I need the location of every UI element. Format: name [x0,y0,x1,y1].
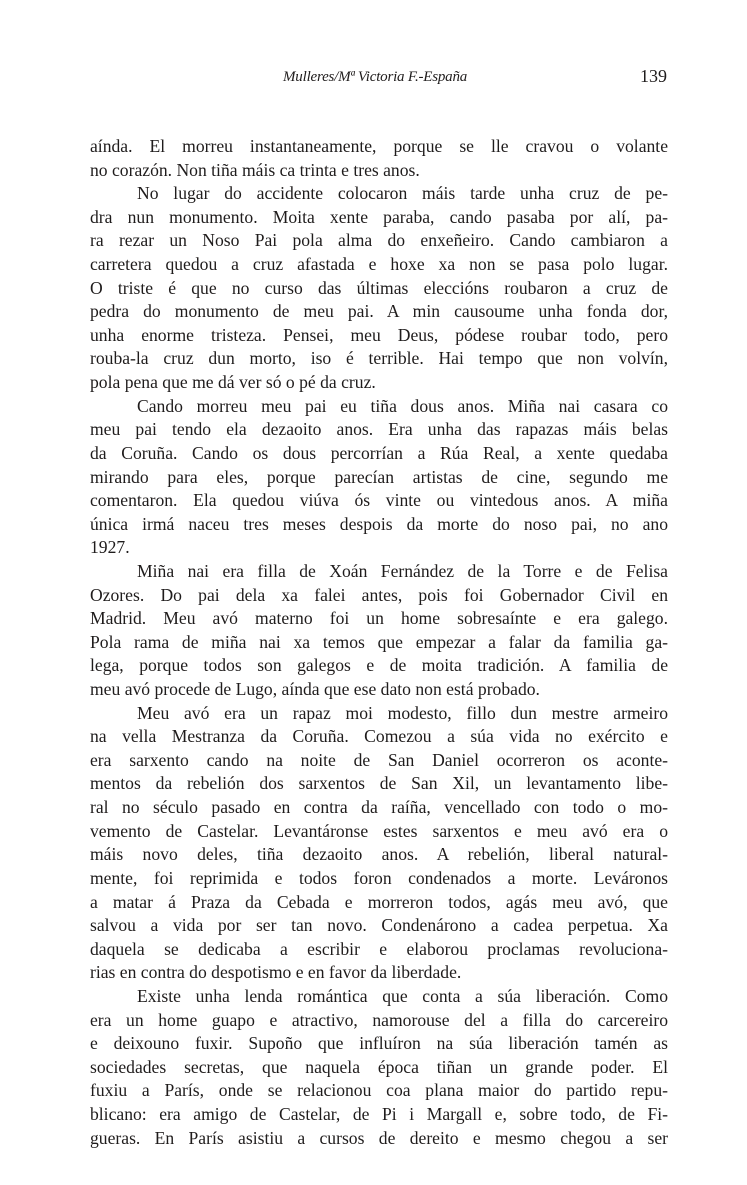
text-line: blicano: era amigo de Castelar, de Pi i Margall e, sobre todo, de Fi- [90,1103,668,1124]
text-line: unha enorme tristeza. Pensei, meu Deus, pódese roubar todo, pero [90,324,668,345]
text-line: aínda. El morreu instantaneamente, porque se lle cravou o volante [90,136,668,156]
text-line: mente, foi reprimida e todos foron condenados a morte. Leváronos [90,867,668,888]
text-line: meu avó procede de Lugo, aínda que ese dato non está probado. [90,679,540,700]
text-line: rouba-la cruz dun morto, iso é terrible. Hai tempo que non volvín, [90,348,668,369]
text-line: sociedades secretas, que naquela época tiñan un grande poder. El [90,1056,668,1077]
text-line: na vella Mestranza da Coruña. Comezou a súa vida no exército e [90,726,668,747]
text-line: Meu avó era un rapaz moi modesto, fillo dun mestre armeiro [137,702,668,723]
text-line: mentos da rebelión dos sarxentos de San Xil, un levantamento libe- [90,773,668,794]
text-line: era un home guapo e atractivo, namorouse del a filla do carcereiro [90,1009,668,1030]
text-line: fuxiu a París, onde se relacionou coa plana maior do partido repu- [90,1080,668,1101]
text-line: comentaron. Ela quedou viúva ós vinte ou vintedous anos. A miña [90,490,668,511]
text-line: Existe unha lenda romántica que conta a súa liberación. Como [137,985,668,1006]
text-line: carretera quedou a cruz afastada e hoxe xa non se pasa polo lugar. [90,254,668,275]
text-line: O triste é que no curso das últimas eleccións roubaron a cruz de [90,277,668,298]
text-line: pedra do monumento de meu pai. A min causoume unha fonda dor, [90,301,668,322]
text-line: Ozores. Do pai dela xa falei antes, pois foi Gobernador Civil en [90,584,668,605]
text-line: da Coruña. Cando os dous percorrían a Rúa Real, a xente quedaba [90,442,668,463]
text-line: daquela se dedicaba a escribir e elaborou proclamas revoluciona- [90,938,668,959]
page-number: 139 [640,66,667,86]
text-line: rias en contra do despotismo e en favor da liberdade. [90,962,462,983]
text-line: máis novo deles, tiña dezaoito anos. A rebelión, liberal natural- [90,844,668,865]
text-line: Madrid. Meu avó materno foi un home sobresaínte e era galego. [90,608,668,629]
text-line: mirando para eles, porque parecían artistas de cine, segundo me [90,466,668,487]
text-line: lega, porque todos son galegos e de moita tradición. A familia de [90,655,668,676]
text-line: e deixouno fuxir. Supoño que influíron na súa liberación tamén as [90,1033,668,1054]
text-line: no corazón. Non tiña máis ca trinta e tres anos. [90,159,420,180]
page-header [91,64,667,90]
text-line: pola pena que me dá ver só o pé da cruz. [90,372,376,393]
text-line: ra rezar un Noso Pai pola alma do enxeñeiro. Cando cambiaron a [90,230,668,251]
text-line: a matar á Praza da Cebada e morreron todos, agás meu avó, que [90,891,668,912]
text-line: dra nun monumento. Moita xente paraba, cando pasaba por alí, pa- [90,206,668,227]
text-line: era sarxento cando na noite de San Daniel ocorreron os aconte- [90,749,668,770]
text-line: gueras. En París asistiu a cursos de dereito e mesmo chegou a ser [90,1127,668,1148]
text-line: meu pai tendo ela dezaoito anos. Era unha das rapazas máis belas [90,419,668,440]
text-line: No lugar do accidente colocaron máis tarde unha cruz de pe- [137,183,668,204]
body-text [90,135,668,1150]
running-title: Mulleres/Mª Victoria F.-España [283,69,468,85]
text-line: única irmá naceu tres meses despois da morte do noso pai, no ano [90,513,668,534]
text-line: vemento de Castelar. Levantáronse estes sarxentos e meu avó era o [90,820,668,841]
text-line: Miña nai era filla de Xoán Fernández de la Torre e de Felisa [137,560,668,581]
text-line: Pola rama de miña nai xa temos que empezar a falar da familia ga- [90,631,668,652]
text-line: ral no século pasado en contra da raíña, vencellado con todo o mo- [90,797,668,818]
text-line: Cando morreu meu pai eu tiña dous anos. Miña nai casara co [137,395,668,416]
text-line: 1927. [90,537,130,558]
text-line: salvou a vida por ser tan novo. Condenárono a cadea perpetua. Xa [90,915,668,936]
